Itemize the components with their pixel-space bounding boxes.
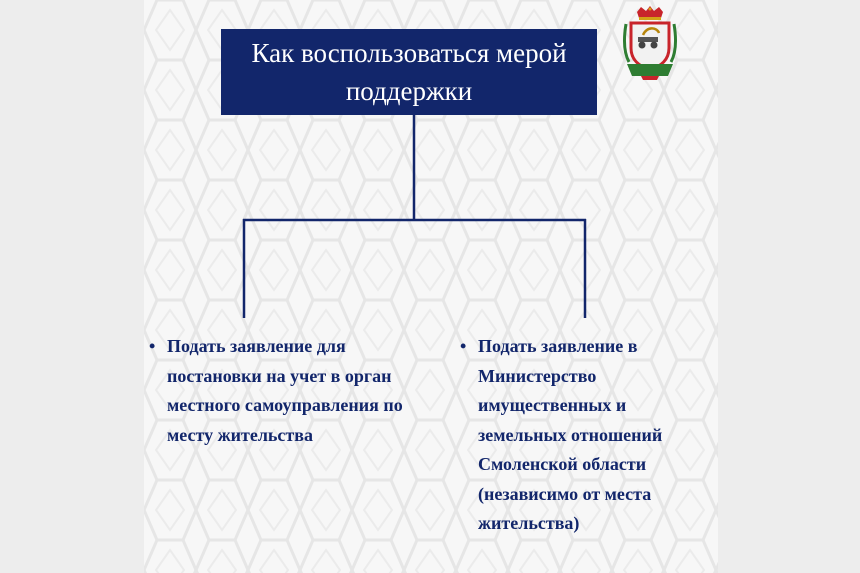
bullet-marker: •: [149, 336, 156, 356]
smolensk-coat-of-arms-icon: [617, 6, 683, 82]
page-title: Как воспользоваться мерой поддержки: [251, 38, 567, 106]
bullet-marker: •: [460, 336, 467, 356]
option-text-right: Подать заявление в Министерство имущественных и земельных отношений Смоленской области (независимо от места жительства): [478, 336, 663, 533]
option-item-left: [149, 332, 442, 450]
title-box: [221, 29, 597, 115]
option-item-right: [460, 332, 698, 539]
option-text-left: Подать заявление для постановки на учет в орган местного самоуправления по месту жительства: [167, 336, 403, 445]
